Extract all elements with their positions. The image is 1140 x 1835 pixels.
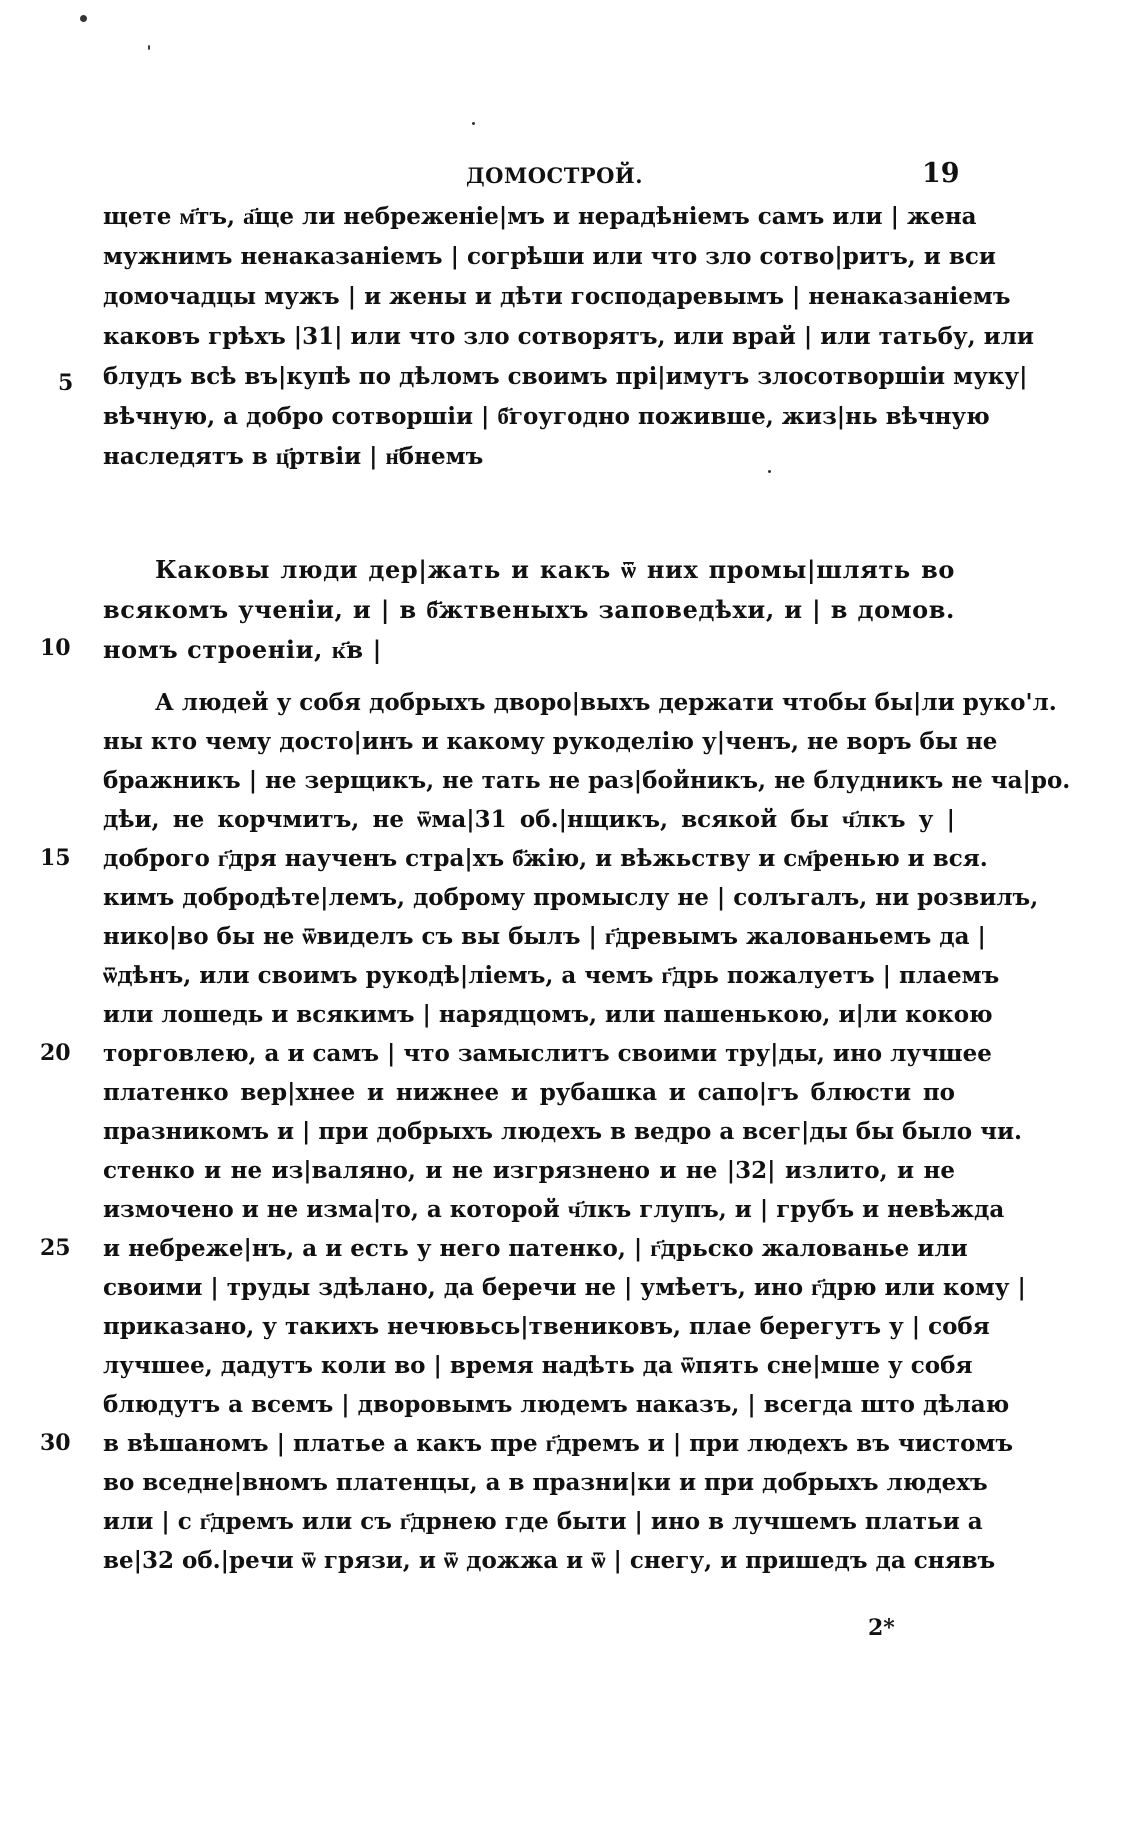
running-title: ДОМОСТРОЙ. <box>466 163 644 188</box>
text-line: блюдутъ а всемъ | дворовымъ людемъ наказъ, | всегда што дѣлаю <box>103 1391 1010 1418</box>
scan-speck <box>768 470 771 473</box>
text-line: празникомъ и | при добрыхъ людехъ в ведро а всег|ды бы было чи. <box>103 1118 1023 1145</box>
line-number: 30 <box>40 1430 71 1456</box>
heading-line: Каковы люди дер|жать и какъ ѿ них промы|шлять во <box>155 555 955 584</box>
text-line: в вѣшаномъ | платье а какъ пре г҃дремъ и | при людехъ въ чистомъ <box>103 1430 1014 1457</box>
text-line: или лошедь и всякимъ | нарядцомъ, или пашенькою, и|ли кокою <box>103 1001 993 1028</box>
text-line: наследятъ в ц҃ртвiи | н҃бнемъ <box>103 443 484 470</box>
text-line: во вседне|вномъ платенцы, а в празни|ки и при добрыхъ людехъ <box>103 1469 988 1496</box>
text-line: вѣчную, а добро сотворшiи | б҃гоугодно поживше, жиз|нь вѣчную <box>103 403 990 430</box>
text-line: своими | труды здѣлано, да беречи не | умѣетъ, ино г҃дрю или кому | <box>103 1274 1026 1301</box>
text-line: ѿдѣнъ, или своимъ рукодѣ|лiемъ, а чемъ г҃дрь пожалуетъ | плаемъ <box>103 962 1000 989</box>
line-number: 25 <box>40 1235 71 1261</box>
signature-mark: 2* <box>868 1615 895 1641</box>
text-line: торговлею, а и самъ | что замыслитъ своими тру|ды, ино лучшее <box>103 1040 992 1067</box>
text-line: ве|32 об.|речи ѿ грязи, и ѿ дожжа и ѿ | снегу, и пришедъ да снявъ <box>103 1547 996 1574</box>
page-number: 19 <box>922 158 960 189</box>
text-line: щете м҃тъ, а҃ще ли небреженiе|мъ и нерадѣнiемъ самъ или | жена <box>103 203 977 230</box>
text-line: ны кто чему досто|инъ и какому рукоделiю у|ченъ, не воръ бы не <box>103 728 998 755</box>
text-line: и небреже|нъ, а и есть у него патенко, | г҃дрьско жалованье или <box>103 1235 968 1262</box>
text-line: приказано, у такихъ нечювьсь|твениковъ, плаe берегутъ у | собя <box>103 1313 990 1340</box>
text-line: доброго г҃дря наученъ стра|хъ б҃жiю, и вѣжьству и см҃ренью и вся. <box>103 845 988 872</box>
text-line: или | с г҃дремъ или съ г҃дрнею где быти | ино в лучшемъ платьи а <box>103 1508 983 1535</box>
text-line: кимъ добродѣте|лемъ, доброму промыслу не | солъгалъ, ни розвилъ, <box>103 884 1039 911</box>
text-line: нико|во бы не ѿвиделъ съ вы былъ | г҃древымъ жалованьемъ да | <box>103 923 986 950</box>
heading-line: номъ строенiи, к҃в | <box>103 635 382 664</box>
line-number: 10 <box>40 635 71 661</box>
text-line: измочено и не изма|то, а которой ч҃лкъ глупъ, и | грубъ и невѣжда <box>103 1196 1005 1223</box>
heading-line: всякомъ ученiи, и | в б҃жтвеныхъ заповедѣхи, и | в домов. <box>103 595 955 624</box>
text-line: каковъ грѣхъ |31| или что зло сотворятъ, или врай | или татьбу, или <box>103 323 1034 350</box>
scan-speck <box>80 15 87 22</box>
text-line: бражникъ | не зерщикъ, не тать не раз|бойникъ, не блудникъ не ча|ро. <box>103 767 1071 794</box>
text-line: стенко и не из|валяно, и не изгрязнено и не |32| излито, и не <box>103 1157 955 1184</box>
line-number: 20 <box>40 1040 71 1066</box>
text-line: мужнимъ ненаказанiемъ | согрѣши или что зло сотво|ритъ, и вси <box>103 243 996 270</box>
scan-speck <box>148 45 150 50</box>
text-line: дѣи, не корчмитъ, не ѿма|31 об.|нщикъ, всякой бы ч҃лкъ у | <box>103 806 955 833</box>
line-number: 15 <box>40 845 71 871</box>
text-line: блудъ всѣ въ|купѣ по дѣломъ своимъ прi|имутъ злосотворшiи муку| <box>103 363 1028 390</box>
scan-speck <box>472 122 475 125</box>
text-line: лучшее, дадутъ коли во | время надѣть да ѿпять сне|мше у собя <box>103 1352 973 1379</box>
text-line: А людей у собя добрыхъ дворо|выхъ держати чтобы бы|ли руко'л. <box>155 689 1057 716</box>
text-line: платенко вер|хнее и нижнее и рубашка и сапо|гъ блюсти по <box>103 1079 955 1106</box>
text-line: домочадцы мужъ | и жены и дѣти господаревымъ | ненаказанiемъ <box>103 283 1011 310</box>
line-number: 5 <box>58 370 74 396</box>
